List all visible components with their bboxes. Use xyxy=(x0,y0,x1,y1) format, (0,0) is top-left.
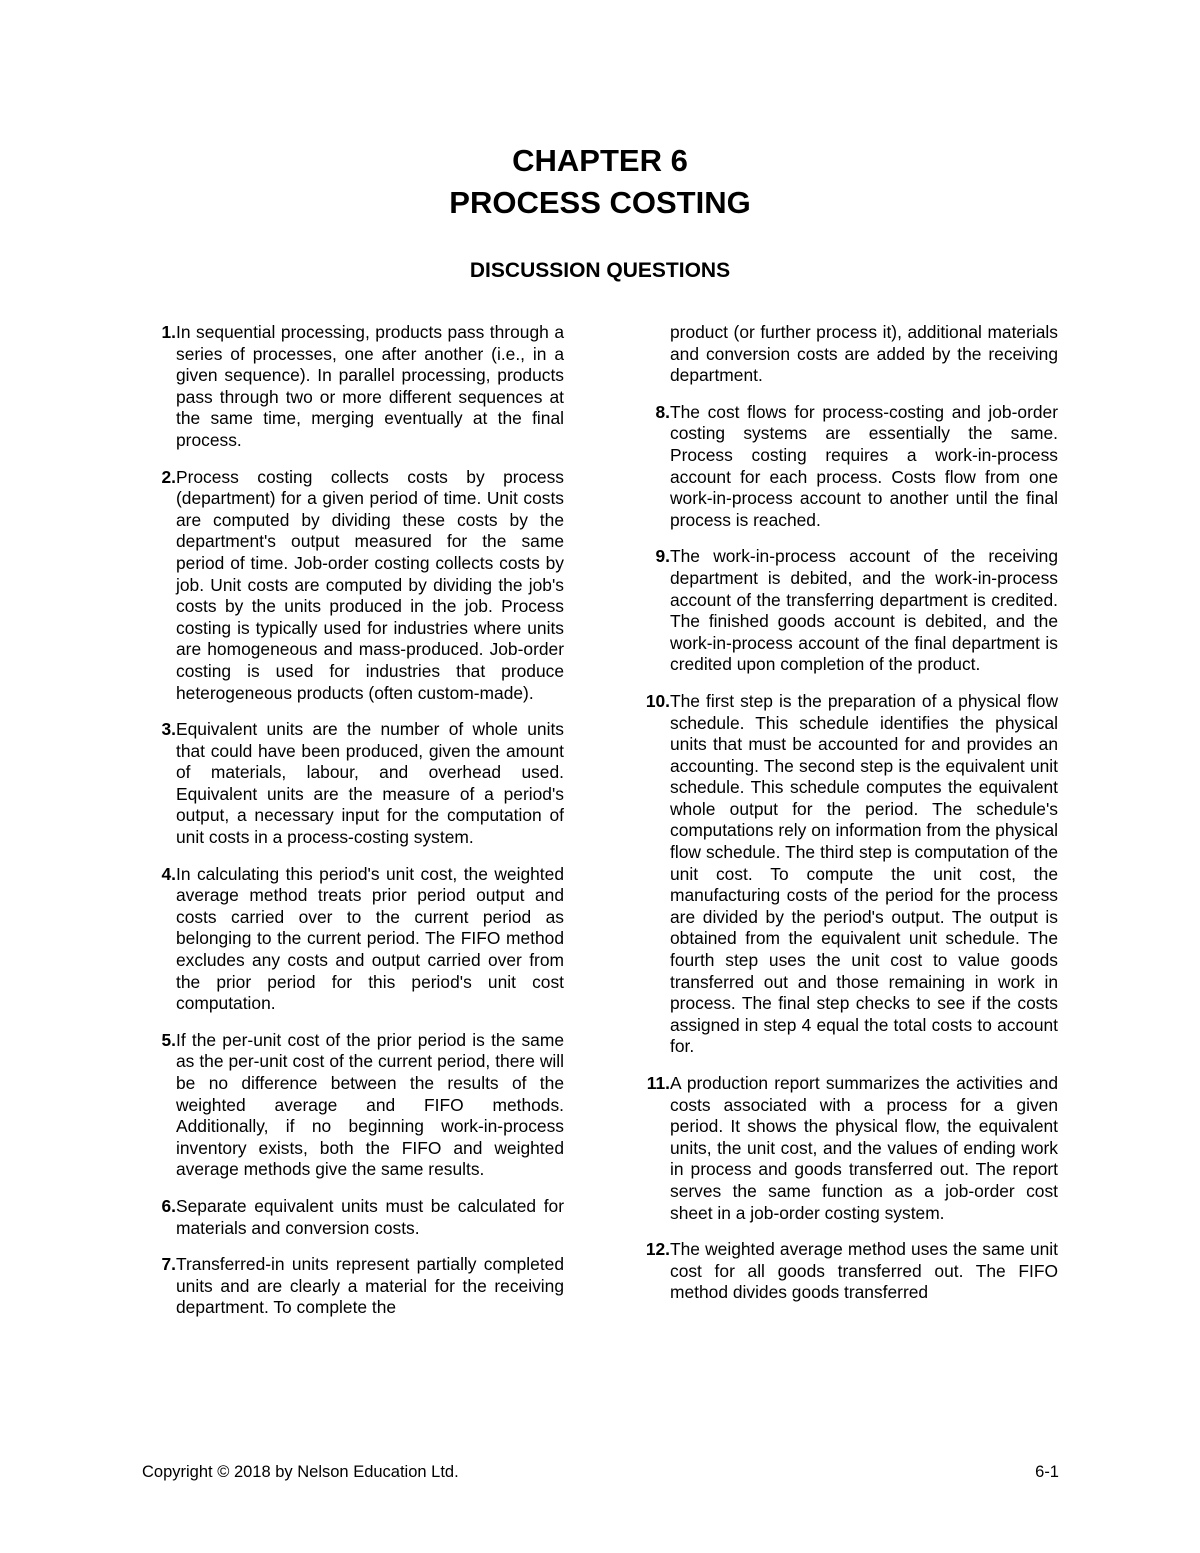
chapter-name: PROCESS COSTING xyxy=(449,185,751,220)
question-item xyxy=(134,322,564,452)
question-number: 4. xyxy=(161,863,176,884)
chapter-number: CHAPTER 6 xyxy=(512,143,688,178)
question-number: 2. xyxy=(161,466,176,487)
question-number: 5. xyxy=(161,1029,176,1050)
question-number: 8. xyxy=(655,401,670,422)
question-item xyxy=(134,1196,564,1239)
chapter-title xyxy=(0,140,1200,224)
question-number: 7. xyxy=(161,1254,176,1275)
question-number: 1. xyxy=(161,322,176,342)
question-text: The weighted average method uses the same unit cost for all goods transferred out. The FIFO method divides goods transferred xyxy=(670,1239,1058,1303)
question-text: The first step is the preparation of a physical flow schedule. This schedule identifies the physical units that must be accounted for and provides an accounting. The second step is the equivalent unit schedule. This schedule computes the equivalent whole output for the period. The schedule's computations rely on information from the physical flow schedule. The third step is computation of the unit cost. To compute the unit cost, the manufacturing costs of the period for the process are divided by the period's output. The output is obtained from the equivalent unit schedule. The fourth step uses the unit cost to value goods transferred out and those remaining in work in process. The final step checks to see if the costs assigned in step 4 equal the total costs to account for. xyxy=(670,690,1058,1057)
section-heading: DISCUSSION QUESTIONS xyxy=(469,259,731,282)
question-number: 10. xyxy=(645,690,670,711)
question-item xyxy=(628,402,1058,532)
question-number: 3. xyxy=(161,719,176,740)
question-number: 9. xyxy=(655,546,670,567)
question-text: In calculating this period's unit cost, the weighted average method treats prior period output and costs carried over to the current period as belonging to the current period. The FIFO method excludes any costs and output carried over from the prior period for this period's unit cost computation. xyxy=(176,863,564,1014)
right-column xyxy=(628,322,1058,1319)
question-item xyxy=(628,546,1058,676)
copyright-notice: Copyright © 2018 by Nelson Education Ltd. xyxy=(142,1463,459,1481)
question-item xyxy=(628,691,1058,1058)
question-item xyxy=(134,1030,564,1181)
question-text: Process costing collects costs by process (department) for a given period of time. Unit costs are computed by dividing these costs by the department's output measured for the same period of time. Job-order costing collects costs by job. Unit costs are computed by dividing the job's costs by the units produced in the job. Process costing is typically used for industries where units are homogeneous and mass-produced. Job-order costing is used for industries that produce heterogeneous products (often custom-made). xyxy=(176,466,564,703)
question-text: A production report summarizes the activities and costs associated with a process for a given period. It shows the physical flow, the equivalent units, the unit cost, and the values of ending work in process and goods transferred out. The report serves the same function as a job-order cost sheet in a job-order costing system. xyxy=(670,1073,1058,1223)
question-item xyxy=(134,467,564,705)
question-item xyxy=(628,1073,1058,1224)
question-item xyxy=(134,719,564,849)
question-text: The cost flows for process-costing and job-order costing systems are essentially the same. Process costing requires a work-in-process account for each process. Costs flow from one work-in-process account to another until the final process is reached. xyxy=(670,401,1058,530)
question-item xyxy=(628,1239,1058,1304)
question-number: 11. xyxy=(646,1073,670,1093)
question-text: Separate equivalent units must be calculated for materials and conversion costs. xyxy=(176,1195,564,1238)
question-number: 6. xyxy=(161,1195,176,1216)
left-column xyxy=(134,322,564,1334)
question-item xyxy=(134,864,564,1015)
question-item xyxy=(134,1254,564,1319)
question-text: If the per-unit cost of the prior period is the same as the per-unit cost of the current period, there will be no difference between the results of the weighted average and FIFO methods. Additionally, if no beginning work-in-process inventory exists, both the FIFO and weighted average methods give the same results. xyxy=(176,1029,564,1180)
page-number: 6-1 xyxy=(1035,1463,1059,1481)
question-continuation xyxy=(628,322,1058,387)
question-text: The work-in-process account of the receiving department is debited, and the work-in-process account of the transferring department is credited. The finished goods account is debited, and the work-in-process account of the final department is credited upon completion of the product. xyxy=(670,546,1058,675)
question-text: In sequential processing, products pass through a series of processes, one after another (i.e., in a given sequence). In parallel processing, products pass through two or more different sequences at the same time, merging eventually at the final process. xyxy=(176,322,564,450)
question-text: Transferred-in units represent partially completed units and are clearly a material for the receiving department. To complete the xyxy=(176,1254,564,1318)
question-number: 12. xyxy=(645,1239,670,1260)
question-text: Equivalent units are the number of whole units that could have been produced, given the amount of materials, labour, and overhead used. Equivalent units are the measure of a period's output, a necessary input for the computation of unit costs in a process-costing system. xyxy=(176,719,564,848)
question-text: product (or further process it), additional materials and conversion costs are added by the receiving department. xyxy=(670,322,1058,386)
